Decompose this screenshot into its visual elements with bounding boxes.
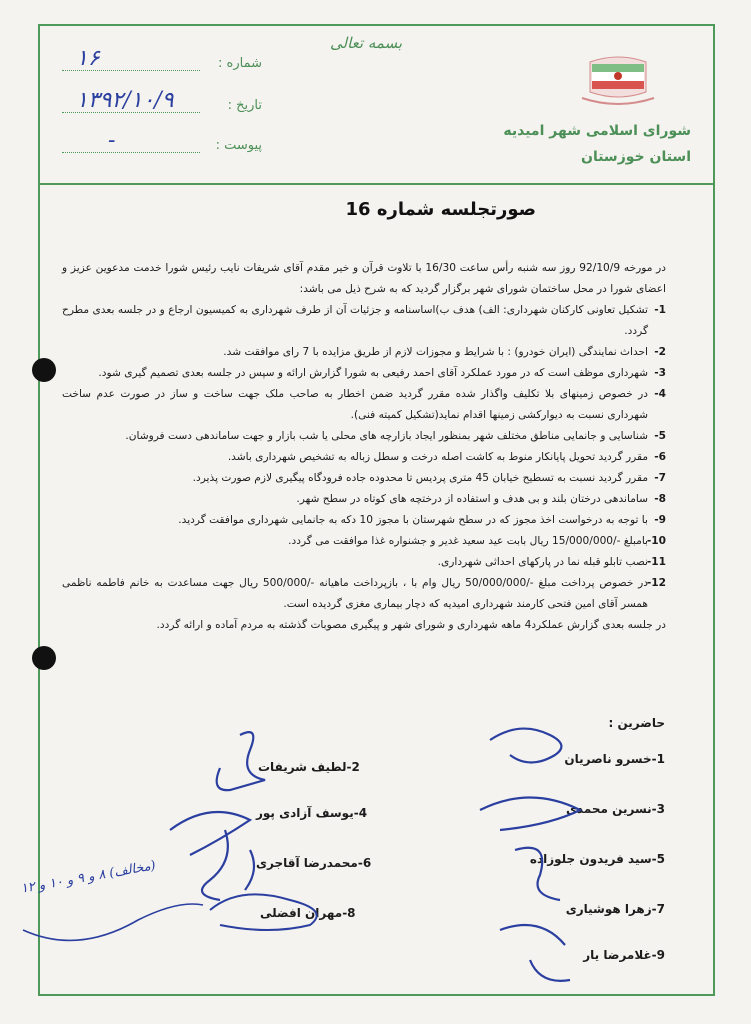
iran-emblem-logo xyxy=(580,48,656,110)
attendee-entry: 8-مهران افضلی xyxy=(260,906,356,920)
dissent-note: (مخالف) ۸ و ۹ و ۱۰ و ۱۲ xyxy=(19,858,157,897)
list-item: 3- شهرداری موظف است که در مورد عملکرد آقای احمد رفیعی به شورا گزارش ارائه و سپس در جلسه بعدی تصمیم گیری شود. xyxy=(98,367,666,379)
attendee-entry: 6-محمدرضا آقاجری xyxy=(256,856,372,870)
list-item: 7- مقرر گردید نسبت به تسطیح خیابان 45 متری پردیس تا محدوده جاده فرودگاه پیگیری لازم صورت پذیرد. xyxy=(192,472,666,484)
attendee-entry: 2-لطیف شریفات xyxy=(258,760,360,774)
list-item: 5- شناسایی و جانمایی مناطق مختلف شهر بمنظور ایجاد بازارچه های محلی یا شب بازار و جهت ساماندهی دست فروشان. xyxy=(125,430,666,442)
document-title: صورتجلسه شماره 16 xyxy=(345,199,536,220)
date-value: ۱۳۹۲/۱۰/۹ xyxy=(76,88,174,113)
attachment-label: پیوست : xyxy=(215,138,262,153)
date-field xyxy=(62,88,262,120)
number-field xyxy=(62,46,262,78)
attendee-entry: 5-سید فریدون جلوزاده xyxy=(529,852,665,866)
list-item: 6- مقرر گردید تحویل پایانکار منوط به کاشت اصله درخت و سطل زباله به تشخیص شهرداری باشد. xyxy=(227,451,666,463)
list-item: 4- در خصوص زمینهای بلا تکلیف واگذار شده مقرر گردید ضمن اخطار به صاحب ملک جهت ساخت و ساز در صورت عدم ساخت شهرداری نسبت به دیوارکشی زمینها اقدام نماید(تشکیل کمیته فنی). xyxy=(62,388,666,421)
date-label: تاریخ : xyxy=(227,98,262,113)
basmala: بسمه تعالی xyxy=(330,34,403,52)
attendee-entry: 3-نسرین محمدی xyxy=(565,802,665,816)
province-name: استان خوزستان xyxy=(581,149,691,165)
attendee-entry: 4-یوسف آزادی پور xyxy=(256,806,368,820)
list-item: 9- با توجه به درخواست اخذ مجوز که در سطح شهرستان با مجوز 10 دکه به جانمایی شهرداری موافقت گردید. xyxy=(178,514,666,526)
organization-block xyxy=(503,118,691,170)
attendee-entry: 9-غلامرضا یار xyxy=(583,948,665,962)
minutes-body xyxy=(62,258,666,636)
attendee-entry: 7-زهرا هوشیاری xyxy=(565,902,665,916)
attachment-field xyxy=(62,128,262,160)
punch-hole-top xyxy=(32,358,56,382)
attachment-value: - xyxy=(108,128,116,153)
list-item: 8- ساماندهی درختان بلند و بی هدف و استفاده از درختچه های کوتاه در سطح شهر. xyxy=(296,493,666,505)
list-item: 2- احداث نمایندگی (ایران خودرو) : با شرایط و مجوزات لازم از طریق مزایده با 7 رای موافقت شد. xyxy=(223,346,666,358)
list-item: 12- در خصوص پرداخت مبلغ -/50/000/000 ریال وام با ، بازپرداخت ماهیانه -/500/000 ریال جهت مساعدت به خانم فاطمه ناظمی همسر آقای امین فتحی کارمند شهرداری امیدیه که دچار بیماری مغزی گردیده است. xyxy=(62,577,666,610)
header-divider xyxy=(38,183,715,185)
closing-paragraph: در جلسه بعدی گزارش عملکرد4 ماهه شهرداری و شورای شهر و پیگیری مصوبات گذشته به مردم آماده و ارائه گردد. xyxy=(156,619,666,631)
org-name: شورای اسلامی شهر امیدیه xyxy=(503,123,691,139)
intro-paragraph: در مورخه 92/10/9 روز سه شنبه رأس ساعت 16/30 با تلاوت قرآن و خیر مقدم آقای شریفات نایب رئیس شورا خدمت مدعوین عزیز و اعضای شورا در محل ساختمان شورای شهر برگزار گردید که به شرح ذیل می باشد: xyxy=(62,262,666,295)
attendee-entry: 1-خسرو ناصریان xyxy=(564,752,665,766)
number-value: ۱۶ xyxy=(76,46,100,71)
list-item: 11- نصب تابلو قبله نما در پارکهای احداثی شهرداری. xyxy=(437,556,666,568)
number-label: شماره : xyxy=(218,56,262,71)
list-item: 10- بامبلغ -/15/000/000 ریال بابت عید سعید غدیر و جشنواره غذا موافقت می گردد. xyxy=(288,535,666,547)
list-item: 1- تشکیل تعاونی کارکنان شهرداری: الف) هدف ب)اساسنامه و جزئیات آن از طرف شهرداری به کمیسیون ارجاع و در جلسه بعدی مطرح گردد. xyxy=(62,304,666,337)
punch-hole-bottom xyxy=(32,646,56,670)
attendees-title: حاضرین : xyxy=(608,716,665,730)
